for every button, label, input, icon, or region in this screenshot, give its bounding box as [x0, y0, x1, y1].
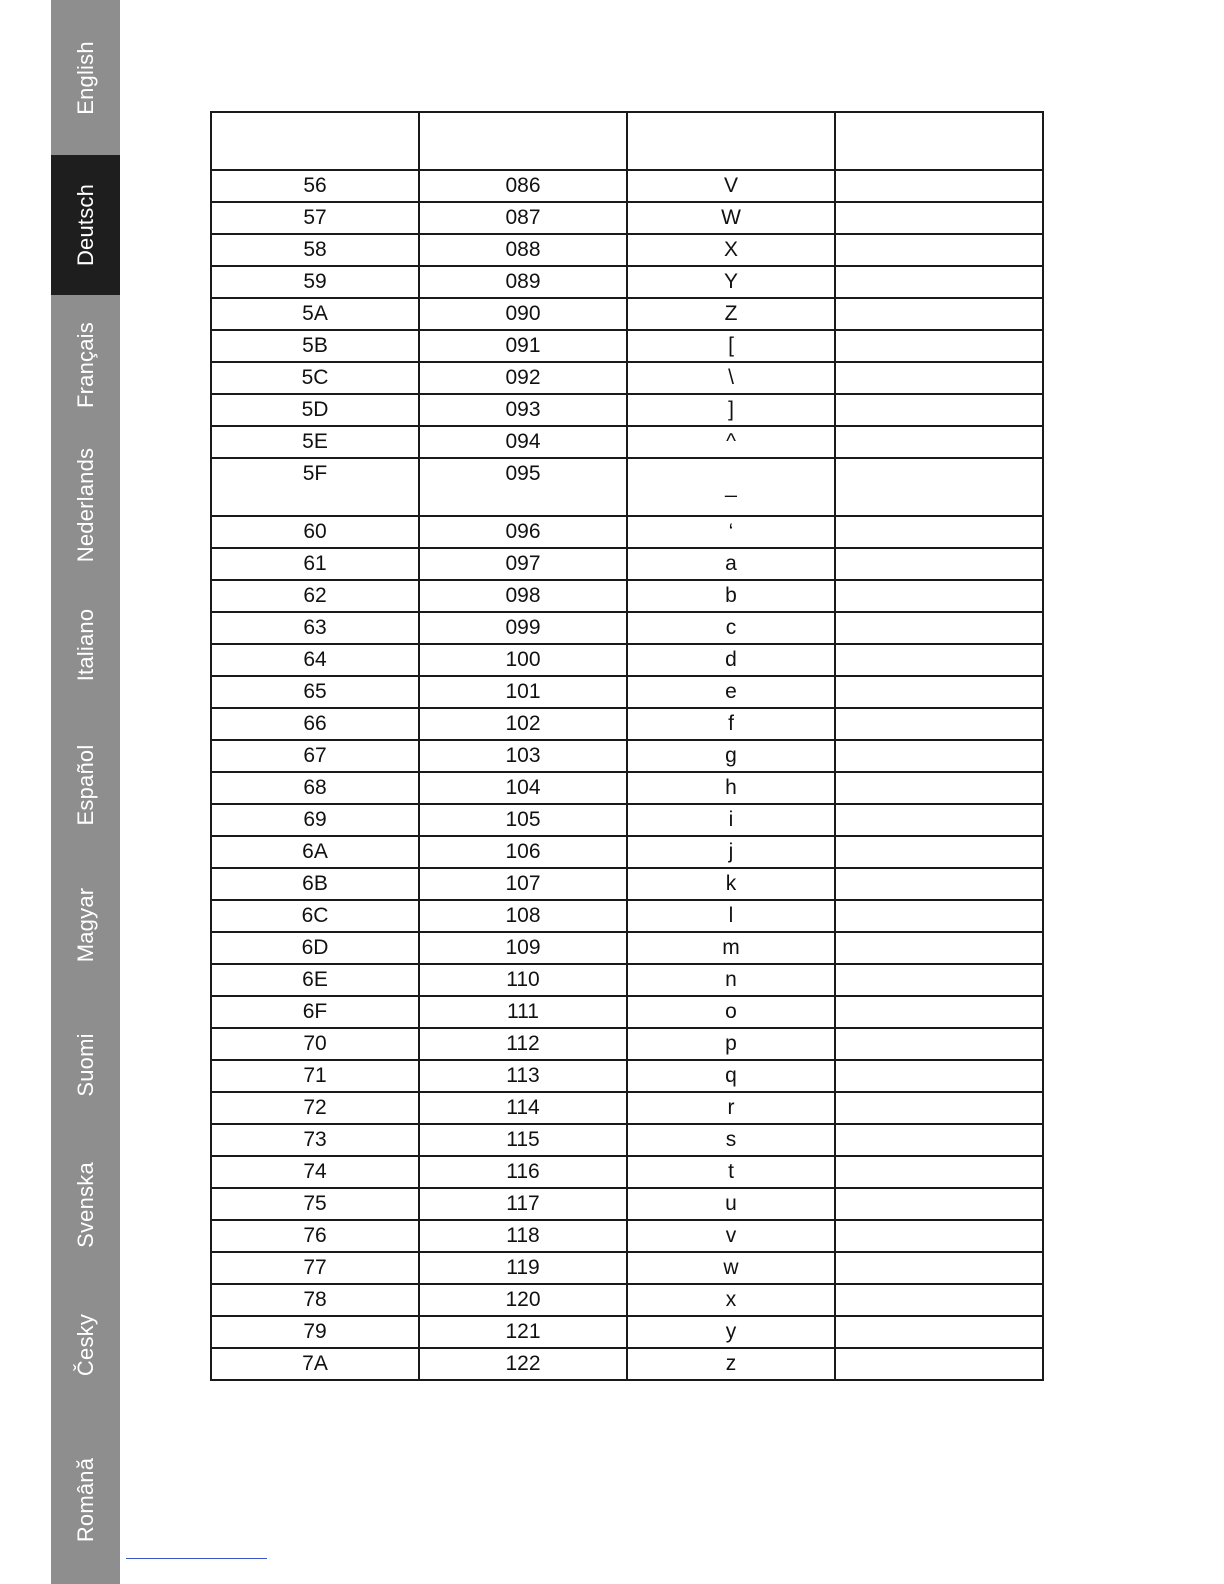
- decimal-cell: 089: [419, 266, 627, 298]
- lang-tab-label: Italiano: [72, 608, 98, 682]
- decimal-cell: 106: [419, 836, 627, 868]
- char-cell: W: [627, 202, 835, 234]
- table-row: [211, 458, 1043, 516]
- extra-cell: [835, 1316, 1043, 1348]
- table-row: [211, 1060, 1043, 1092]
- table-row: [211, 1188, 1043, 1220]
- extra-cell: [835, 612, 1043, 644]
- extra-cell: [835, 516, 1043, 548]
- lang-tab-label: Français: [72, 322, 98, 408]
- table-row: [211, 266, 1043, 298]
- lang-tab-label: Svenska: [72, 1162, 98, 1248]
- table-row: [211, 548, 1043, 580]
- decimal-cell: 105: [419, 804, 627, 836]
- hex-cell: 75: [211, 1188, 419, 1220]
- extra-cell: [835, 1284, 1043, 1316]
- char-cell: r: [627, 1092, 835, 1124]
- lang-tab-label: Česky: [72, 1313, 98, 1377]
- extra-cell: [835, 1156, 1043, 1188]
- footer-rule: [126, 1558, 267, 1559]
- table-row: [211, 1220, 1043, 1252]
- char-cell: s: [627, 1124, 835, 1156]
- hex-cell: 61: [211, 548, 419, 580]
- table-row: [211, 772, 1043, 804]
- header-cell: [627, 112, 835, 170]
- lang-tab-cesky[interactable]: [51, 1275, 120, 1415]
- lang-tab-suomi[interactable]: [51, 995, 120, 1135]
- table-row: [211, 804, 1043, 836]
- extra-cell: [835, 644, 1043, 676]
- hex-cell: 7A: [211, 1348, 419, 1380]
- table-row: [211, 394, 1043, 426]
- hex-cell: 6F: [211, 996, 419, 1028]
- extra-cell: [835, 170, 1043, 202]
- decimal-cell: 087: [419, 202, 627, 234]
- char-cell: q: [627, 1060, 835, 1092]
- lang-tab-label: Suomi: [72, 1033, 98, 1097]
- char-cell: z: [627, 1348, 835, 1380]
- decimal-cell: 116: [419, 1156, 627, 1188]
- hex-cell: 63: [211, 612, 419, 644]
- decimal-cell: 108: [419, 900, 627, 932]
- hex-cell: 78: [211, 1284, 419, 1316]
- header-cell: [211, 112, 419, 170]
- hex-cell: 74: [211, 1156, 419, 1188]
- hex-cell: 5B: [211, 330, 419, 362]
- hex-cell: 64: [211, 644, 419, 676]
- extra-cell: [835, 394, 1043, 426]
- extra-cell: [835, 548, 1043, 580]
- extra-cell: [835, 900, 1043, 932]
- lang-tab-francais[interactable]: [51, 295, 120, 435]
- hex-cell: 6B: [211, 868, 419, 900]
- lang-tab-english[interactable]: [51, 0, 120, 155]
- table-row: [211, 932, 1043, 964]
- extra-cell: [835, 458, 1043, 516]
- table-row: [211, 740, 1043, 772]
- hex-cell: 6A: [211, 836, 419, 868]
- lang-tab-espanol[interactable]: [51, 715, 120, 855]
- lang-tab-romana[interactable]: [51, 1415, 120, 1584]
- table-row: [211, 1156, 1043, 1188]
- hex-cell: 56: [211, 170, 419, 202]
- table-row: [211, 996, 1043, 1028]
- extra-cell: [835, 426, 1043, 458]
- hex-cell: 5E: [211, 426, 419, 458]
- extra-cell: [835, 868, 1043, 900]
- language-sidebar: [51, 0, 120, 1584]
- hex-cell: 62: [211, 580, 419, 612]
- extra-cell: [835, 580, 1043, 612]
- extra-cell: [835, 804, 1043, 836]
- decimal-cell: 115: [419, 1124, 627, 1156]
- hex-cell: 58: [211, 234, 419, 266]
- decimal-cell: 119: [419, 1252, 627, 1284]
- decimal-cell: 086: [419, 170, 627, 202]
- hex-cell: 69: [211, 804, 419, 836]
- extra-cell: [835, 234, 1043, 266]
- char-cell: \: [627, 362, 835, 394]
- table-row: [211, 362, 1043, 394]
- decimal-cell: 088: [419, 234, 627, 266]
- table-row: [211, 1124, 1043, 1156]
- char-cell: l: [627, 900, 835, 932]
- char-cell: j: [627, 836, 835, 868]
- decimal-cell: 111: [419, 996, 627, 1028]
- lang-tab-label: Deutsch: [72, 183, 98, 267]
- decimal-cell: 099: [419, 612, 627, 644]
- hex-cell: 76: [211, 1220, 419, 1252]
- char-cell: d: [627, 644, 835, 676]
- extra-cell: [835, 964, 1043, 996]
- table-header-row: [211, 112, 1043, 170]
- hex-cell: 60: [211, 516, 419, 548]
- char-cell: t: [627, 1156, 835, 1188]
- char-cell: _: [627, 458, 835, 516]
- table-row: [211, 1284, 1043, 1316]
- decimal-cell: 090: [419, 298, 627, 330]
- char-cell: h: [627, 772, 835, 804]
- extra-cell: [835, 1348, 1043, 1380]
- decimal-cell: 102: [419, 708, 627, 740]
- decimal-cell: 097: [419, 548, 627, 580]
- hex-cell: 65: [211, 676, 419, 708]
- table-row: [211, 1092, 1043, 1124]
- extra-cell: [835, 740, 1043, 772]
- decimal-cell: 114: [419, 1092, 627, 1124]
- table-row: [211, 580, 1043, 612]
- char-cell: v: [627, 1220, 835, 1252]
- table-row: [211, 426, 1043, 458]
- table-row: [211, 170, 1043, 202]
- decimal-cell: 096: [419, 516, 627, 548]
- extra-cell: [835, 836, 1043, 868]
- char-cell: e: [627, 676, 835, 708]
- hex-cell: 5A: [211, 298, 419, 330]
- hex-cell: 68: [211, 772, 419, 804]
- decimal-cell: 112: [419, 1028, 627, 1060]
- decimal-cell: 093: [419, 394, 627, 426]
- decimal-cell: 091: [419, 330, 627, 362]
- hex-cell: 73: [211, 1124, 419, 1156]
- decimal-cell: 094: [419, 426, 627, 458]
- extra-cell: [835, 996, 1043, 1028]
- char-cell: ^: [627, 426, 835, 458]
- table-row: [211, 234, 1043, 266]
- decimal-cell: 104: [419, 772, 627, 804]
- decimal-cell: 092: [419, 362, 627, 394]
- table-row: [211, 900, 1043, 932]
- char-cell: b: [627, 580, 835, 612]
- table-row: [211, 1348, 1043, 1380]
- extra-cell: [835, 1092, 1043, 1124]
- decimal-cell: 110: [419, 964, 627, 996]
- lang-tab-label: Español: [72, 744, 98, 826]
- char-cell: u: [627, 1188, 835, 1220]
- decimal-cell: 095: [419, 458, 627, 516]
- hex-cell: 79: [211, 1316, 419, 1348]
- extra-cell: [835, 1188, 1043, 1220]
- decimal-cell: 103: [419, 740, 627, 772]
- hex-cell: 6D: [211, 932, 419, 964]
- char-cell: n: [627, 964, 835, 996]
- decimal-cell: 098: [419, 580, 627, 612]
- extra-cell: [835, 1028, 1043, 1060]
- lang-tab-label: Română: [72, 1457, 98, 1542]
- decimal-cell: 122: [419, 1348, 627, 1380]
- extra-cell: [835, 362, 1043, 394]
- hex-cell: 66: [211, 708, 419, 740]
- lang-tab-label: English: [72, 40, 98, 115]
- char-cell: [: [627, 330, 835, 362]
- lang-tab-deutsch[interactable]: [51, 155, 120, 295]
- char-cell: Y: [627, 266, 835, 298]
- hex-cell: 77: [211, 1252, 419, 1284]
- char-cell: k: [627, 868, 835, 900]
- decimal-cell: 109: [419, 932, 627, 964]
- table-row: [211, 644, 1043, 676]
- hex-cell: 57: [211, 202, 419, 234]
- decimal-cell: 100: [419, 644, 627, 676]
- extra-cell: [835, 708, 1043, 740]
- char-cell: p: [627, 1028, 835, 1060]
- hex-cell: 6E: [211, 964, 419, 996]
- decimal-cell: 118: [419, 1220, 627, 1252]
- lang-tab-svenska[interactable]: [51, 1135, 120, 1275]
- extra-cell: [835, 1060, 1043, 1092]
- table-row: [211, 836, 1043, 868]
- table-row: [211, 1028, 1043, 1060]
- lang-tab-italiano[interactable]: [51, 575, 120, 715]
- hex-cell: 59: [211, 266, 419, 298]
- table-row: [211, 964, 1043, 996]
- hex-cell: 67: [211, 740, 419, 772]
- char-cell: m: [627, 932, 835, 964]
- hex-cell: 70: [211, 1028, 419, 1060]
- table-row: [211, 330, 1043, 362]
- extra-cell: [835, 330, 1043, 362]
- extra-cell: [835, 266, 1043, 298]
- table-row: [211, 1252, 1043, 1284]
- table-row: [211, 612, 1043, 644]
- table-row: [211, 708, 1043, 740]
- hex-cell: 5D: [211, 394, 419, 426]
- hex-cell: 5F: [211, 458, 419, 516]
- char-cell: i: [627, 804, 835, 836]
- table-row: [211, 868, 1043, 900]
- table-row: [211, 202, 1043, 234]
- char-cell: o: [627, 996, 835, 1028]
- hex-cell: 71: [211, 1060, 419, 1092]
- decimal-cell: 117: [419, 1188, 627, 1220]
- char-cell: x: [627, 1284, 835, 1316]
- decimal-cell: 113: [419, 1060, 627, 1092]
- char-cell: g: [627, 740, 835, 772]
- table-row: [211, 298, 1043, 330]
- extra-cell: [835, 1124, 1043, 1156]
- char-cell: f: [627, 708, 835, 740]
- lang-tab-label: Magyar: [72, 887, 98, 963]
- char-cell: Z: [627, 298, 835, 330]
- header-cell: [419, 112, 627, 170]
- char-cell: X: [627, 234, 835, 266]
- ascii-code-table: [210, 111, 1044, 1381]
- decimal-cell: 107: [419, 868, 627, 900]
- table-row: [211, 676, 1043, 708]
- char-cell: c: [627, 612, 835, 644]
- hex-cell: 6C: [211, 900, 419, 932]
- extra-cell: [835, 772, 1043, 804]
- hex-cell: 5C: [211, 362, 419, 394]
- hex-cell: 72: [211, 1092, 419, 1124]
- lang-tab-magyar[interactable]: [51, 855, 120, 995]
- decimal-cell: 121: [419, 1316, 627, 1348]
- extra-cell: [835, 932, 1043, 964]
- char-cell: ]: [627, 394, 835, 426]
- char-cell: V: [627, 170, 835, 202]
- decimal-cell: 120: [419, 1284, 627, 1316]
- lang-tab-nederlands[interactable]: [51, 435, 120, 575]
- extra-cell: [835, 298, 1043, 330]
- char-cell: w: [627, 1252, 835, 1284]
- table-row: [211, 516, 1043, 548]
- extra-cell: [835, 676, 1043, 708]
- decimal-cell: 101: [419, 676, 627, 708]
- lang-tab-label: Nederlands: [72, 447, 98, 563]
- extra-cell: [835, 1220, 1043, 1252]
- table-row: [211, 1316, 1043, 1348]
- char-cell: y: [627, 1316, 835, 1348]
- char-cell: a: [627, 548, 835, 580]
- extra-cell: [835, 1252, 1043, 1284]
- extra-cell: [835, 202, 1043, 234]
- header-cell: [835, 112, 1043, 170]
- char-cell: ‘: [627, 516, 835, 548]
